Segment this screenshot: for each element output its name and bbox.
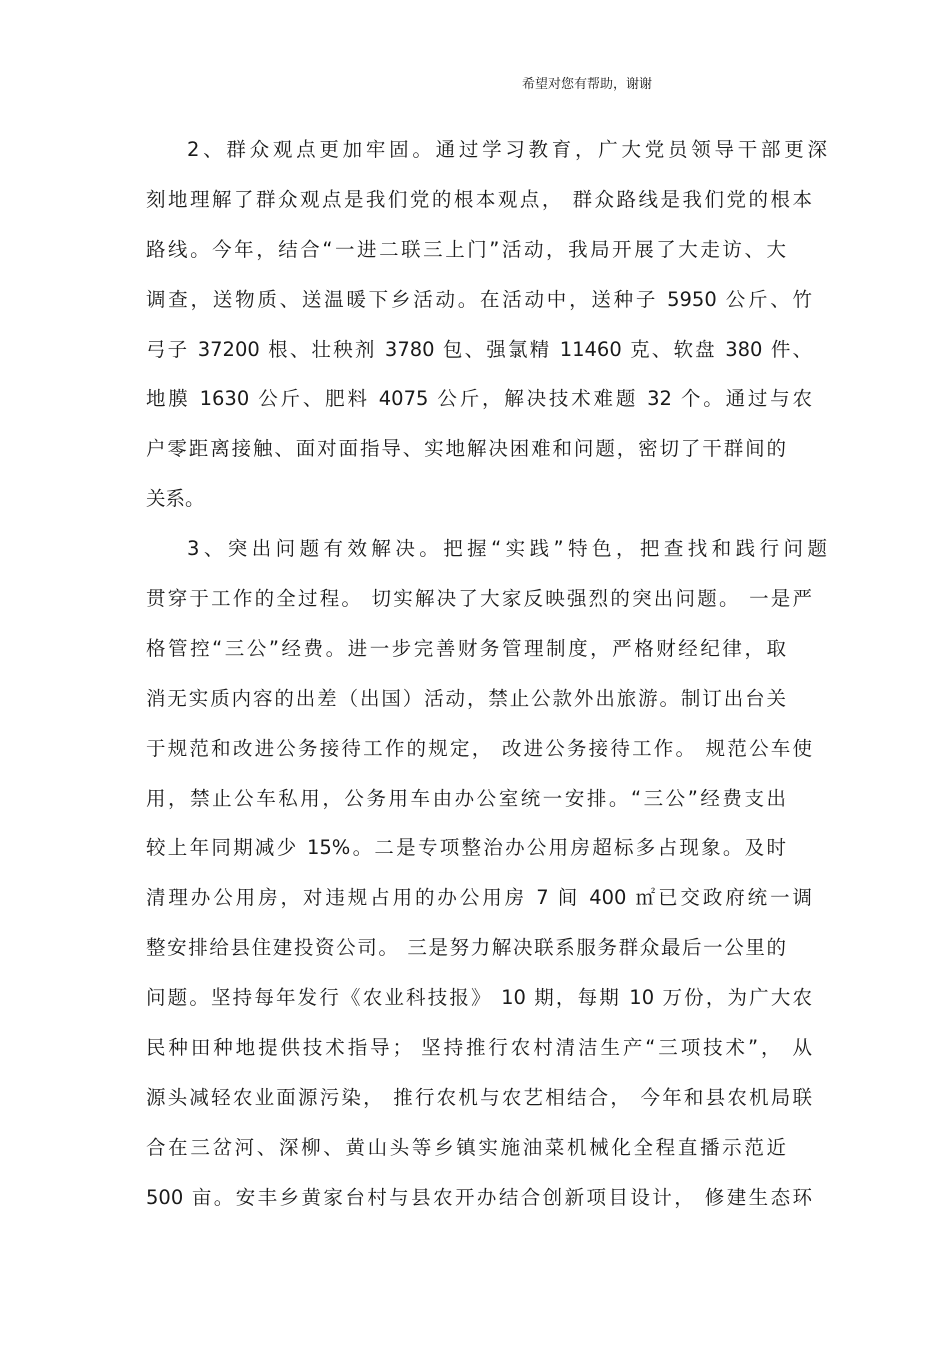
paragraph-line: 调查，送物质、送温暖下乡活动。在活动中，送种子 5950 公斤、竹 [146, 287, 812, 311]
paragraph-line: 地膜 1630 公斤、肥料 4075 公斤，解决技术难题 32 个。通过与农 [146, 387, 812, 411]
paragraph-line: 路线。今年，结合“一进二联三上门”活动，我局开展了大走访、大 [146, 237, 786, 261]
paragraph-line: 用，禁止公车私用，公务用车由办公室统一安排。“三公”经费支出 [146, 786, 786, 810]
paragraph-line: 格管控“三公”经费。进一步完善财务管理制度，严格财经纪律，取 [146, 636, 786, 660]
paragraph-line: 弓子 37200 根、壮秧剂 3780 包、强氯精 11460 克、软盘 380 件、 [146, 337, 812, 361]
paragraph-line: 关系。 [146, 487, 205, 511]
paragraph-line: 贯穿于工作的全过程。 切实解决了大家反映强烈的突出问题。 一是严 [146, 587, 812, 611]
paragraph-line: 户零距离接触、面对面指导、实地解决困难和问题，密切了干群间的 [146, 437, 786, 461]
paragraph-line: 民种田种地提供技术指导； 坚持推行农村清洁生产“三项技术”， 从 [146, 1036, 812, 1060]
paragraph-line: 整安排给县住建投资公司。 三是努力解决联系服务群众最后一公里的 [146, 936, 786, 960]
page-header-note: 希望对您有帮助，谢谢 [522, 77, 653, 92]
paragraph-line: 合在三岔河、深柳、黄山头等乡镇实施油菜机械化全程直播示范近 [146, 1135, 786, 1159]
paragraph-line: 源头减轻农业面源污染， 推行农机与农艺相结合， 今年和县农机局联 [146, 1085, 812, 1109]
paragraph-line: 3、突出问题有效解决。把握“实践”特色，把查找和践行问题 [187, 537, 827, 561]
paragraph-line: 500 亩。安丰乡黄家台村与县农开办结合创新项目设计， 修建生态环 [146, 1185, 812, 1209]
paragraph-line: 消无实质内容的出差（出国）活动，禁止公款外出旅游。制订出台关 [146, 686, 786, 710]
paragraph-line: 刻地理解了群众观点是我们党的根本观点， 群众路线是我们党的根本 [146, 187, 812, 211]
paragraph-line: 问题。坚持每年发行《农业科技报》 10 期，每期 10 万份，为广大农 [146, 986, 812, 1010]
paragraph-line: 2、群众观点更加牢固。通过学习教育，广大党员领导干部更深 [187, 138, 827, 161]
paragraph-line: 较上年同期减少 15%。二是专项整治办公用房超标多占现象。及时 [146, 836, 786, 860]
paragraph-line: 清理办公用房，对违规占用的办公用房 7 间 400 ㎡已交政府统一调 [146, 886, 812, 910]
document-body [146, 125, 827, 1223]
paragraph-line: 于规范和改进公务接待工作的规定， 改进公务接待工作。 规范公车使 [146, 736, 812, 760]
